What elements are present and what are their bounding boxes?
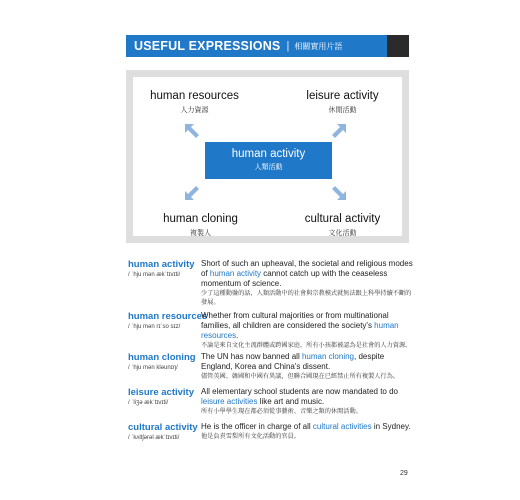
example-sentence xyxy=(201,311,413,341)
center-label-en: human activity xyxy=(231,148,306,160)
node-label-en: human cloning xyxy=(163,213,238,225)
node-label-zh: 人力資源 xyxy=(180,107,209,114)
term-pronunciation: / ˈhju mən rɪˈso sɪz/ xyxy=(128,324,181,330)
page-number: 29 xyxy=(400,470,408,477)
sentence-text: in Sydney. xyxy=(371,422,411,431)
node-label-zh: 複製人 xyxy=(190,230,211,237)
term-pronunciation: / ˈliʒə ækˈtɪvɪti/ xyxy=(128,400,169,406)
highlighted-term: human cloning xyxy=(301,352,354,361)
chinese-translation: 所有小學學生現在都必須從事藝術、音樂之類的休閒活動。 xyxy=(201,408,362,415)
term-text: human activity xyxy=(128,259,195,270)
term-text: human resources xyxy=(128,311,208,322)
arrow-down-right-icon xyxy=(330,184,348,202)
highlighted-term: human resources xyxy=(201,321,399,340)
entry-definition xyxy=(201,311,413,350)
example-sentence xyxy=(201,352,413,372)
chinese-translation: 儘管英國、韓國和中國有異議，但聯合國現在已經禁止所有複製人行為。 xyxy=(201,373,399,380)
entry-term xyxy=(128,259,202,278)
entry-term xyxy=(128,352,202,371)
entry-term xyxy=(128,422,202,441)
node-label-en: cultural activity xyxy=(304,213,381,225)
diagram-node-leisure-activity xyxy=(295,90,390,115)
sentence-text: He is the officer in charge of all xyxy=(201,422,313,431)
node-label-en: human resources xyxy=(150,90,239,102)
term-pronunciation: / ˈhju mən kləunɪŋ/ xyxy=(128,365,178,371)
sentence-text: All elementary school students are now mandated to do xyxy=(201,387,399,396)
diagram-center-node xyxy=(205,142,332,179)
entry-definition xyxy=(201,387,413,416)
arrow-down-left-icon xyxy=(183,184,201,202)
term-text: leisure activity xyxy=(128,387,195,398)
sentence-text: , despite England, Korea and China's dissent. xyxy=(201,352,385,371)
sentence-text: The UN has now banned all xyxy=(201,352,302,361)
node-label-en: leisure activity xyxy=(306,90,379,102)
header-subtitle: 相關實用片語 xyxy=(294,41,343,51)
sentence-text: cannot catch up with the ceaseless momentum of science. xyxy=(201,269,388,288)
term-text: human cloning xyxy=(128,352,196,363)
highlighted-term: leisure activities xyxy=(201,397,258,406)
sentence-text: like art and music. xyxy=(257,397,325,406)
term-text: cultural activity xyxy=(128,422,198,433)
sentence-text: . xyxy=(236,331,239,340)
header-bar xyxy=(126,35,387,57)
diagram-node-cultural-activity xyxy=(295,213,390,238)
arrow-up-left-icon xyxy=(183,122,201,140)
term-pronunciation: / ˈhju mən ækˈtɪvɪti/ xyxy=(128,272,181,278)
header-divider: | xyxy=(286,40,290,52)
arrow-up-right-icon xyxy=(330,122,348,140)
example-sentence xyxy=(201,422,413,432)
chinese-translation: 少了這種動盪的話，人類活動中的社會與宗教模式就無法跟上科學持續不斷的發展。 xyxy=(201,290,412,306)
entry-term xyxy=(128,311,208,330)
diagram-node-human-cloning xyxy=(153,213,248,238)
entry-definition xyxy=(201,422,413,441)
chinese-translation: 他是負責雪梨所有文化活動的官員。 xyxy=(201,433,300,440)
diagram-node-human-resources xyxy=(147,90,242,115)
entry-term xyxy=(128,387,202,406)
header-title: USEFUL EXPRESSIONS xyxy=(134,39,281,53)
entry-definition xyxy=(201,259,413,307)
chinese-translation: 不論是來自文化主流群體或跨國家庭，所有小孩都被認為是社會的人力資源。 xyxy=(201,342,412,349)
center-label-zh: 人類活動 xyxy=(254,164,283,171)
diagram-panel xyxy=(133,77,402,236)
header-dark-tab xyxy=(387,35,409,57)
example-sentence xyxy=(201,387,413,407)
expressions-diagram xyxy=(126,70,409,243)
sentence-text: Whether from cultural majorities or from multinational families, all children are considered the society's xyxy=(201,311,389,330)
entry-definition xyxy=(201,352,413,381)
section-header xyxy=(126,35,409,57)
highlighted-term: cultural activities xyxy=(312,422,372,431)
node-label-zh: 休閒活動 xyxy=(328,107,357,114)
node-label-zh: 文化活動 xyxy=(328,230,357,237)
example-sentence xyxy=(201,259,413,289)
term-pronunciation: / ˈkʌltʃərəl ækˈtɪvɪti/ xyxy=(128,435,180,441)
highlighted-term: human activity xyxy=(209,269,262,278)
sentence-text: Short of such an upheaval, the societal and religious modes of xyxy=(201,259,413,278)
